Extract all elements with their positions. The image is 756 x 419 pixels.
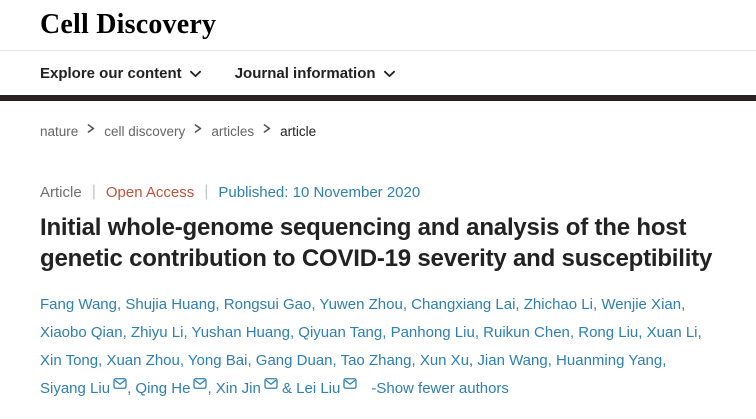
breadcrumb: [0, 101, 756, 142]
author-link[interactable]: Changxiang Lai: [411, 296, 516, 313]
author-separator: ,: [183, 324, 192, 341]
article-meta: [40, 183, 716, 201]
author-link[interactable]: Zhichao Li: [523, 296, 593, 313]
author-separator: ,: [179, 352, 188, 369]
author-separator: &: [277, 380, 297, 397]
chevron-right-icon: [263, 121, 271, 136]
email-icon[interactable]: [113, 378, 127, 389]
author-link[interactable]: Rong Liu: [578, 324, 639, 341]
author-link[interactable]: Qiyuan Tang: [298, 324, 383, 341]
author-link[interactable]: Xin Tong: [40, 352, 99, 369]
open-access-label: Open Access: [105, 183, 195, 201]
author-separator: ,: [569, 324, 579, 341]
author-link[interactable]: Wenjie Xian: [601, 296, 682, 313]
journal-header: [0, 0, 756, 51]
author-link[interactable]: Panhong Liu: [390, 324, 475, 341]
authors-block: [40, 291, 716, 403]
author-separator: ,: [127, 380, 136, 397]
author-link[interactable]: Jian Wang: [477, 352, 548, 369]
author-link[interactable]: Xuan Li: [646, 324, 698, 341]
journal-logo[interactable]: Cell Discovery: [40, 9, 217, 40]
author-separator: ,: [474, 324, 484, 341]
author-link[interactable]: Siyang Liu: [40, 380, 111, 397]
nav-item-label: Journal information: [234, 64, 376, 82]
author-link[interactable]: Ruikun Chen: [483, 324, 570, 341]
chevron-right-icon: [194, 121, 202, 136]
chevron-down-icon: [384, 65, 395, 82]
breadcrumb-item-nature[interactable]: nature: [40, 124, 79, 139]
author-link[interactable]: Xiaobo Qian: [40, 324, 123, 341]
author-separator: ,: [681, 296, 686, 313]
author-separator: ,: [98, 352, 107, 369]
author-separator: ,: [332, 352, 341, 369]
breadcrumb-item-cell-discovery[interactable]: cell discovery: [104, 124, 186, 139]
author-link[interactable]: Yong Bai: [187, 352, 248, 369]
author-link[interactable]: Yuwen Zhou: [319, 296, 403, 313]
author-separator: ,: [638, 324, 647, 341]
author-link[interactable]: Lei Liu: [296, 380, 341, 397]
author-link[interactable]: Tao Zhang: [340, 352, 412, 369]
nav-item-explore-our-content[interactable]: [40, 65, 201, 82]
author-separator: ,: [411, 352, 420, 369]
show-fewer-authors-link[interactable]: -Show fewer authors: [371, 380, 509, 397]
author-separator: ,: [247, 352, 256, 369]
author-link[interactable]: Zhiyu Li: [130, 324, 184, 341]
author-separator: ,: [382, 324, 391, 341]
published-date: Published: 10 November 2020: [218, 183, 421, 201]
author-separator: ,: [547, 352, 557, 369]
chevron-right-icon: [87, 121, 95, 136]
breadcrumb-item-articles[interactable]: articles: [211, 124, 255, 139]
nav-item-label: Explore our content: [40, 64, 182, 82]
author-separator: ,: [662, 352, 667, 369]
author-separator: ,: [122, 324, 131, 341]
author-link[interactable]: Fang Wang: [40, 296, 117, 313]
article-header-section: [0, 183, 756, 403]
nav-item-journal-information[interactable]: [235, 65, 395, 82]
author-separator: ,: [469, 352, 478, 369]
article-type-label: Article: [40, 183, 82, 201]
author-link[interactable]: Xun Xu: [419, 352, 470, 369]
author-separator: ,: [402, 296, 412, 313]
author-link[interactable]: Shujia Huang: [125, 296, 216, 313]
author-link[interactable]: Xuan Zhou: [106, 352, 180, 369]
author-separator: ,: [311, 296, 320, 313]
author-link[interactable]: Huanming Yang: [556, 352, 663, 369]
author-separator: ,: [117, 296, 126, 313]
meta-divider: |: [204, 183, 209, 200]
breadcrumb-item-article: article: [280, 124, 317, 139]
chevron-down-icon: [190, 65, 201, 82]
article-title: Initial whole-genome sequencing and analysis of the host genetic contribution to COVID-19 severity and susceptibility: [40, 214, 713, 272]
meta-divider: |: [91, 183, 96, 200]
author-link[interactable]: Rongsui Gao: [223, 296, 312, 313]
author-link[interactable]: Gang Duan: [255, 352, 333, 369]
author-separator: ,: [289, 324, 299, 341]
author-link[interactable]: Yushan Huang: [191, 324, 290, 341]
author-separator: ,: [215, 296, 224, 313]
email-icon[interactable]: [193, 378, 207, 389]
email-icon[interactable]: [264, 378, 278, 389]
author-link[interactable]: Xin Jin: [215, 380, 261, 397]
author-separator: ,: [592, 296, 602, 313]
author-separator: ,: [697, 324, 702, 341]
journal-nav: [0, 51, 756, 95]
author-separator: ,: [207, 380, 216, 397]
author-separator: ,: [515, 296, 524, 313]
email-icon[interactable]: [343, 378, 357, 389]
author-link[interactable]: Qing He: [135, 380, 191, 397]
